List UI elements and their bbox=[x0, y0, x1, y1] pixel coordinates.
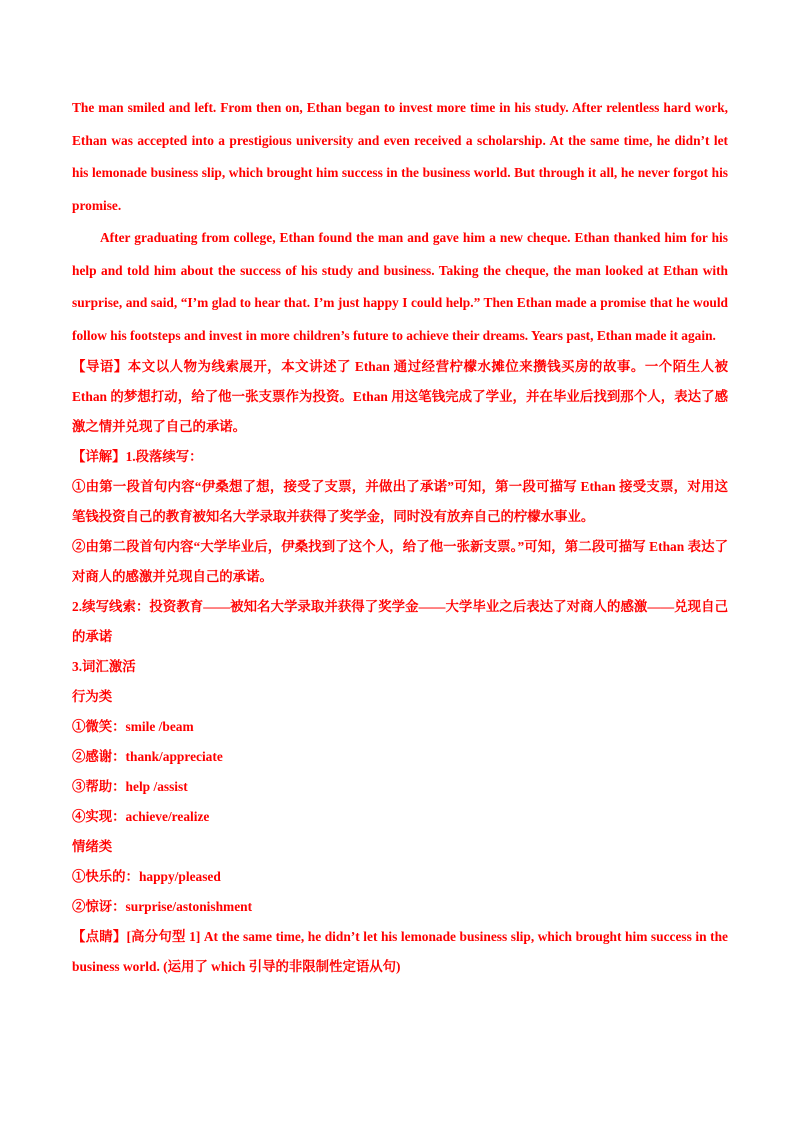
highlight-sentence: At the same time, he didn’t let his lemonade business slip, which brought him success in the business world. bbox=[72, 929, 728, 974]
detail-point-1: ①由第一段首句内容“伊桑想了想，接受了支票，并做出了承诺”可知，第一段可描写 Ethan 接受支票，对用这笔钱投资自己的教育被知名大学录取并获得了奖学金，同时没有放弃自己的柠檬水事业。 bbox=[72, 479, 728, 524]
highlight-tag: [高分句型 1] bbox=[126, 929, 201, 944]
emotion-category-heading: 情绪类 bbox=[72, 839, 113, 854]
guide-label: 【导语】 bbox=[72, 359, 128, 374]
story-paragraph-1: The man smiled and left. From then on, Ethan began to invest more time in his study. After relentless hard work, Ethan was accepted into a prestigious university and even received a scholarship. At the same time, he didn’t let his lemonade business slip, which brought him success in the business world. But through it all, he never forgot his promise. bbox=[72, 100, 728, 213]
continuation-clue: 2.续写线索：投资教育——被知名大学录取并获得了奖学金——大学毕业之后表达了对商人的感激——兑现自己的承诺 bbox=[72, 599, 728, 644]
vocab-item: ②惊讶：surprise/astonishment bbox=[72, 899, 253, 914]
detail-heading: 1.段落续写： bbox=[125, 449, 203, 464]
highlight-label: 【点睛】 bbox=[72, 929, 127, 944]
vocab-heading: 3.词汇激活 bbox=[72, 659, 136, 674]
action-category-heading: 行为类 bbox=[72, 689, 113, 704]
highlight-note: (运用了 which 引导的非限制性定语从句) bbox=[163, 959, 401, 974]
vocab-item: ②感谢：thank/appreciate bbox=[72, 749, 223, 764]
detail-point-2: ②由第二段首句内容“大学毕业后，伊桑找到了这个人，给了他一张新支票。”可知，第二段可描写 Ethan 表达了对商人的感激并兑现自己的承诺。 bbox=[72, 539, 728, 584]
vocab-item: ③帮助：help /assist bbox=[72, 779, 188, 794]
detail-heading-line bbox=[72, 442, 728, 472]
vocab-item: ①微笑：smile /beam bbox=[72, 719, 194, 734]
document-page bbox=[72, 92, 728, 982]
story-paragraph-2: After graduating from college, Ethan found the man and gave him a new cheque. Ethan thanked him for his help and told him about the success of his study and business. Taking the cheque, the man looked at Ethan with surprise, and said, “I’m glad to hear that. I’m just happy I could help.” Then Ethan made a promise that he would follow his footsteps and invest in more children’s future to achieve their dreams. Years past, Ethan made it again. bbox=[72, 230, 728, 343]
vocab-item: ④实现：achieve/realize bbox=[72, 809, 210, 824]
highlight-section bbox=[72, 922, 728, 982]
detail-section bbox=[72, 442, 728, 922]
guide-section bbox=[72, 352, 728, 442]
guide-text: 本文以人物为线索展开，本文讲述了 Ethan 通过经营柠檬水摊位来攒钱买房的故事。一个陌生人被 Ethan 的梦想打动，给了他一张支票作为投资。Ethan 用这笔钱完成了学业，并在毕业后找到那个人，表达了感激之情并兑现了自己的承诺。 bbox=[72, 359, 728, 434]
detail-label: 【详解】 bbox=[72, 449, 126, 464]
vocab-item: ①快乐的：happy/pleased bbox=[72, 869, 221, 884]
